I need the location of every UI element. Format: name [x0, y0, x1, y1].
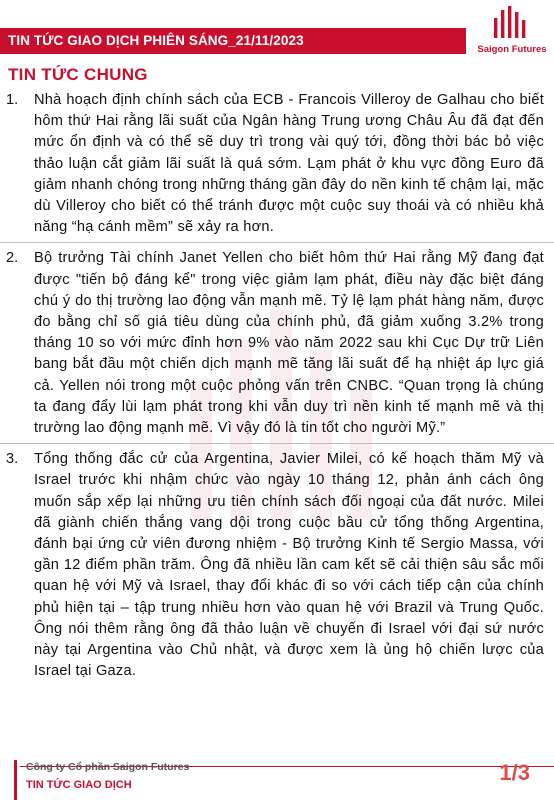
news-item	[0, 248, 554, 439]
news-text: Bộ trưởng Tài chính Janet Yellen cho biết hôm thứ Hai rằng Mỹ đang đạt được "tiến bộ đáng kể" trong việc giảm lạm phát, điều này đặc biệt đáng chú ý do thị trường lao động vẫn mạnh mẽ. Tỷ lệ lạm phát hàng năm, được đo bằng chỉ số giá tiêu dùng của chính phủ, đã giảm xuống 3.2% trong tháng 10 so với mức đỉnh hơn 9% vào năm 2022 sau khi Cục Dự trữ Liên bang bắt đầu một chiến dịch mạnh mẽ tăng lãi suất để hạ nhiệt áp lực giá cả. Yellen nói trong một cuộc phỏng vấn trên CNBC. “Quan trọng là chúng ta đang đẩy lùi lạm phát trong khi vẫn duy trì nền kinh tế mạnh mẽ và thị trường lao động mạnh mẽ. Vì vậy đó là tin tốt cho người Mỹ.”	[34, 250, 544, 437]
news-list	[0, 90, 554, 682]
section-title: TIN TỨC CHUNG	[8, 65, 148, 84]
news-number: 2.	[6, 250, 19, 267]
news-item	[0, 90, 554, 238]
news-item	[0, 449, 554, 682]
footer-company: Công ty Cổ phần Saigon Futures	[26, 761, 190, 773]
logo-bars-icon	[492, 4, 532, 42]
news-number: 1.	[6, 92, 19, 108]
header-title: TIN TỨC GIAO DỊCH PHIÊN SÁNG_21/11/2023	[0, 28, 466, 54]
news-number: 3.	[6, 451, 19, 468]
page-number: 1/3	[499, 760, 530, 785]
logo-text: Saigon Futures	[477, 44, 547, 55]
news-text: Tổng thống đắc cử của Argentina, Javier Milei, có kế hoạch thăm Mỹ và Israel trước khi nhậm chức vào ngày 10 tháng 12, phản ánh cách ông muốn sắp xếp lại những ưu tiên chính sách đối ngoại của đất nước. Milei đã giành chiến thắng vang dội trong cuộc bầu cử tổng thống Argentina, đánh bại ứng cử viên đương nhiệm - Bộ trưởng Kinh tế Sergio Massa, với gần 12 điểm phần trăm. Ông đã nhiều lần cam kết sẽ cải thiện sâu sắc mối quan hệ với Mỹ và Israel, thay đổi khác đi so với cách tiếp cận của chính phủ hiện tại – tập trung nhiều hơn vào quan hệ với Brazil và Trung Quốc. Ông nói thêm rằng ông đã thảo luận về chuyến đi Israel với đại sứ nước này tại Argentina vào Chủ nhật, và được xem là ủng hộ chiến lược của Israel tại Gaza.	[34, 451, 544, 680]
divider	[0, 443, 554, 444]
saigon-futures-logo	[470, 4, 554, 60]
news-text: Nhà hoạch định chính sách của ECB - Francois Villeroy de Galhau cho biết hôm thứ Hai rằng lãi suất của Ngân hàng Trung ương Châu Âu đã đạt đến mức ổn định và có thể sẽ duy trì trong vài quý tới, đồng thời bác bỏ việc thảo luận cắt giảm lãi suất là quá sớm. Lạm phát ở khu vực đồng Euro đã giảm nhanh chóng trong những tháng gần đây do nền kinh tế chậm lại, mặc dù Villeroy cho biết có thể tránh được một cuộc suy thoái và có nhiều khả năng “hạ cánh mềm” sẽ xảy ra hơn.	[34, 92, 544, 236]
divider	[0, 242, 554, 243]
footer-accent	[14, 760, 17, 800]
footer-label: TIN TỨC GIAO DỊCH	[26, 779, 132, 791]
